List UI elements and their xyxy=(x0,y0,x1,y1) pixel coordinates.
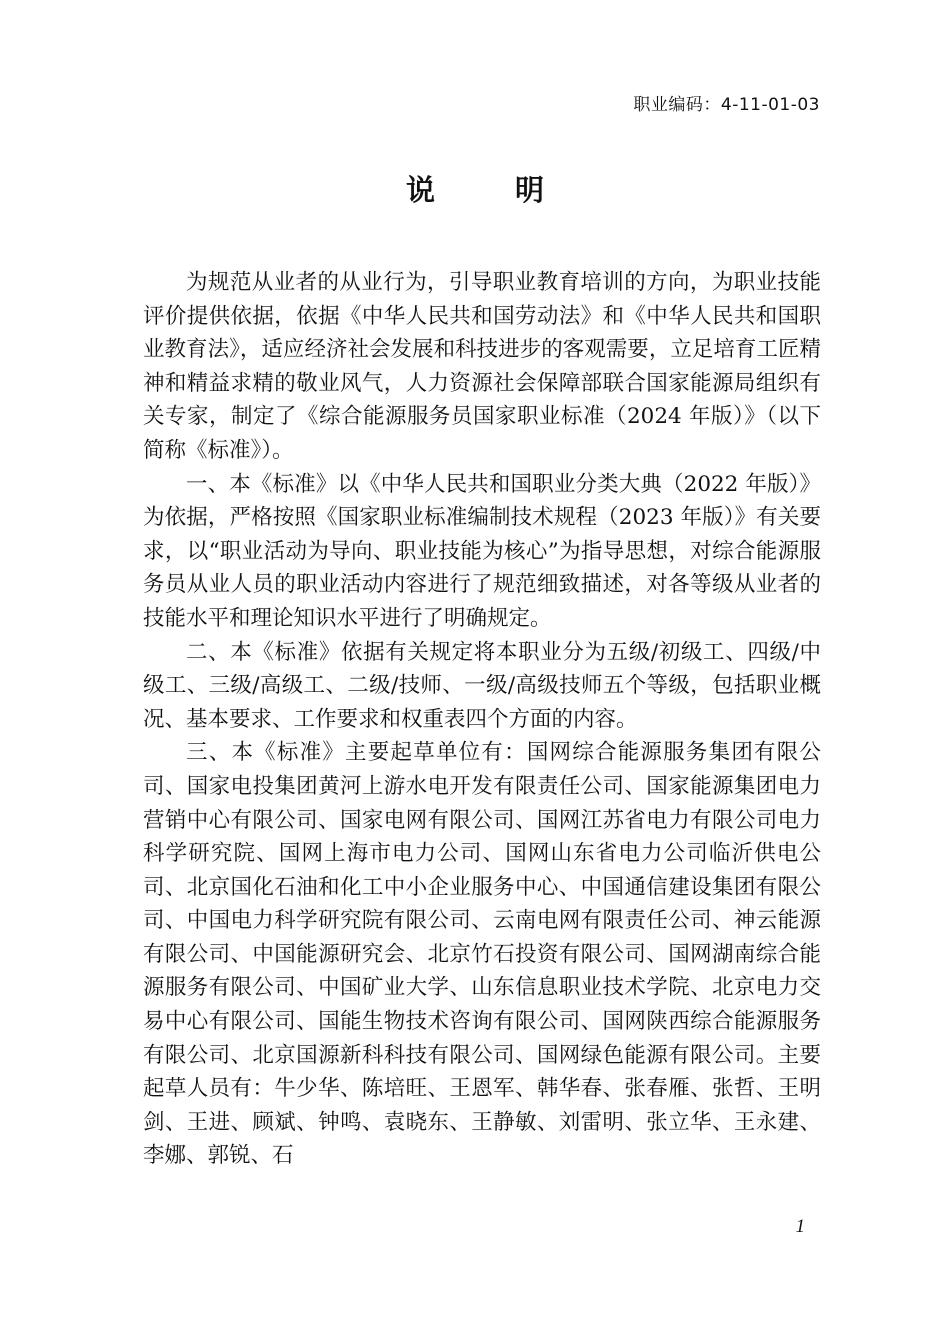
document-body xyxy=(143,266,821,1173)
paragraph-two: 二、本《标准》依据有关规定将本职业分为五级/初级工、四级/中级工、三级/高级工、二级/技师、一级/高级技师五个等级，包括职业概况、基本要求、工作要求和权重表四个方面的内容。 xyxy=(143,639,821,732)
page-title: 说明 xyxy=(405,173,624,207)
paragraph-one: 一、本《标准》以《中华人民共和国职业分类大典（2022 年版）》为依据，严格按照《国家职业标准编制技术规程（2023 年版）》有关要求，以“职业活动为导向、职业技能为核心”为指导思想，对综合能源服务员从业人员的职业活动内容进行了规范细致描述，对各等级从业者的技能水平和理论知识水平进行了明确规定。 xyxy=(143,471,821,631)
page-number: 1 xyxy=(795,1216,805,1237)
occupation-code: 职业编码：4-11-01-03 xyxy=(633,95,820,115)
paragraph-intro: 为规范从业者的从业行为，引导职业教育培训的方向，为职业技能评价提供依据，依据《中华人民共和国劳动法》和《中华人民共和国职业教育法》，适应经济社会发展和科技进步的客观需要，立足培育工匠精神和精益求精的敬业风气，人力资源社会保障部联合国家能源局组织有关专家，制定了《综合能源服务员国家职业标准（2024 年版）》（以下简称《标准》）。 xyxy=(143,270,821,463)
paragraph-three: 三、本《标准》主要起草单位有：国网综合能源服务集团有限公司、国家电投集团黄河上游水电开发有限责任公司、国家能源集团电力营销中心有限公司、国家电网有限公司、国网江苏省电力有限公司电力科学研究院、国网上海市电力公司、国网山东省电力公司临沂供电公司、北京国化石油和化工中小企业服务中心、中国通信建设集团有限公司、中国电力科学研究院有限公司、云南电网有限责任公司、神云能源有限公司、中国能源研究会、北京竹石投资有限公司、国网湖南综合能源服务有限公司、中国矿业大学、山东信息职业技术学院、北京电力交易中心有限公司、国能生物技术咨询有限公司、国网陕西综合能源服务有限公司、北京国源新科科技有限公司、国网绿色能源有限公司。主要起草人员有：牛少华、陈培旺、王恩军、韩华春、张春雁、张哲、王明剑、王进、顾斌、钟鸣、袁晓东、王静敏、刘雷明、张立华、王永建、李娜、郭锐、石 xyxy=(143,740,821,1169)
